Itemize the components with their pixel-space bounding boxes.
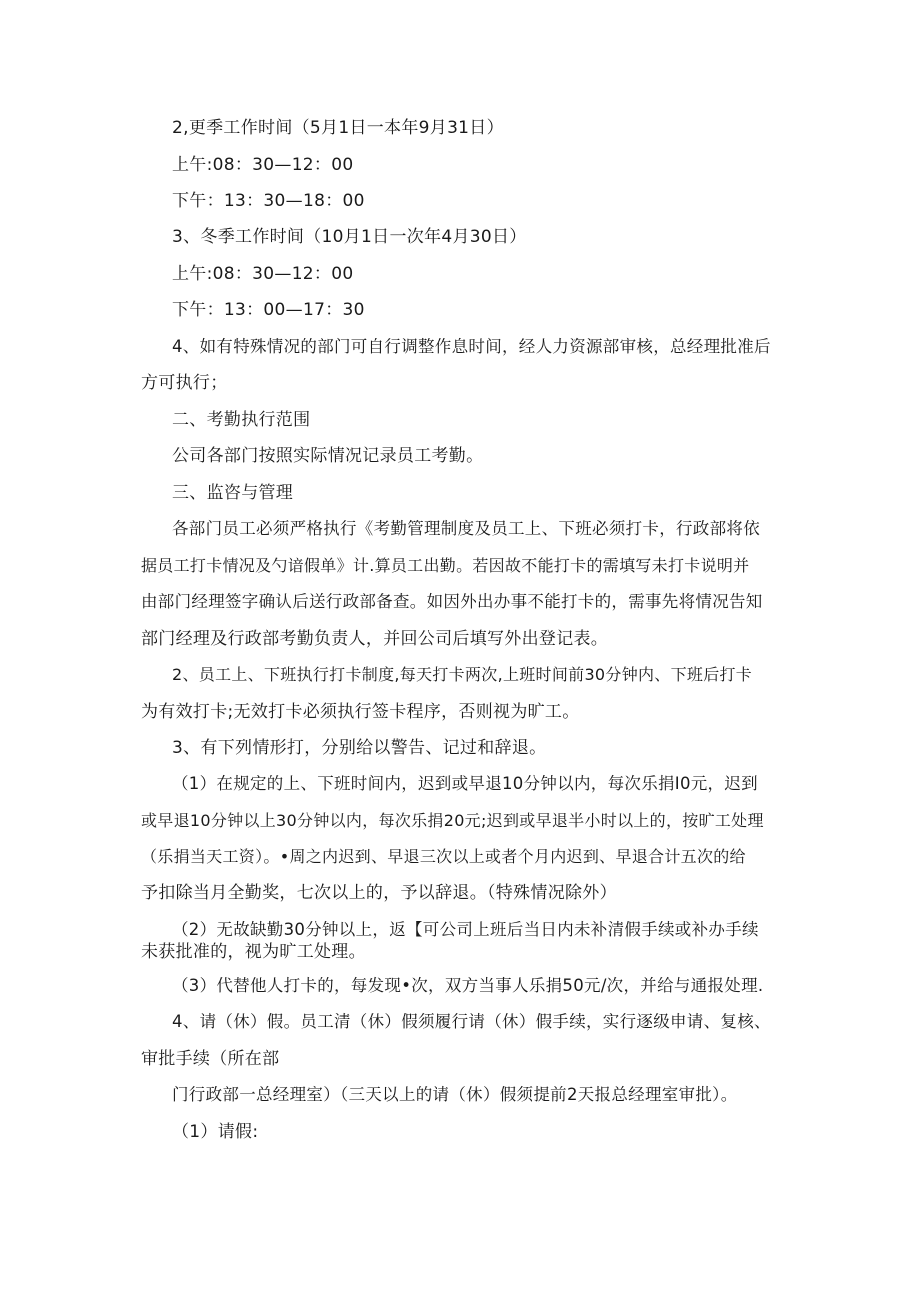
text-line: 由部门经理签字确认后送行政部备查。如因外出办事不能打卡的，需事先将情况告知 [141,592,763,611]
section-heading: 二、考勤执行范围 [172,410,311,430]
text-line: 3、冬季工作时间（10月1日一次年4月30日） [172,227,527,247]
text-line: （乐捐当天工资）。•周之内迟到、早退三次以上或者个月内迟到、早退合计五次的给 [141,847,746,866]
text-line: 2,更季工作时间（5月1日一本年9月31日） [172,118,504,138]
text-line: 上午:08：30—12：00 [172,264,354,284]
text-line: 4、如有特殊情况的部门可自行调整作息时间，经人力资源部审核，总经理批准后 [172,337,771,356]
text-line: 未获批准的，视为旷工处理。 [141,942,366,962]
text-line: 各部门员工必须严格执行《考勤管理制度及员工上、下班必须打卡，行政部将依 [172,519,760,538]
text-line: 审批手续（所在部 [141,1049,280,1069]
text-line: 2、员工上、下班执行打卡制度,每天打卡两次,上班时间前30分钟内、下班后打卡 [172,665,753,684]
text-line: （1）请假: [172,1122,259,1142]
text-line: 3、有下列情形打，分别给以警告、记过和辞退。 [172,738,547,758]
text-line: 或早退10分钟以上30分钟以内，每次乐捐20元;迟到或早退半小时以上的，按旷工处理 [141,811,764,830]
text-line: 下午：13：30—18：00 [172,191,365,211]
text-line: 下午：13：00—17：30 [172,300,365,320]
text-line: （3）代替他人打卡的，每发现•次，双方当事人乐捐50元/次，并给与通报处理. [172,976,764,995]
section-heading: 三、监咨与管理 [172,483,294,503]
text-line: 方可执行； [141,373,228,393]
text-line: 公司各部门按照实际情况记录员工考勤。 [172,446,484,466]
text-line: 4、请（休）假。员工清（休）假须履行请（休）假手续，实行逐级申请、复核、 [172,1012,771,1031]
text-line: 上午:08：30—12：00 [172,155,354,175]
text-line: 据员工打卡情况及勺谙假单》计.算员工出勤。若因故不能打卡的需填写未打卡说明并 [141,556,750,575]
text-line: （2）无故缺勤30分钟以上，返【可公司上班后当日内未补清假手续或补办手续 [172,920,759,939]
text-line: 部门经理及行政部考勤负责人，并回公司后填写外出登记表。 [141,629,609,649]
text-line: （1）在规定的上、下班时间内，迟到或早退10分钟以内，每次乐捐I0元，迟到 [172,774,758,793]
text-line: 门行政部一总经理室）（三天以上的请（休）假须提前2天报总经理室审批）。 [172,1085,738,1104]
text-line: 为有效打卡;无效打卡必须执行签卡程序，否则视为旷工。 [141,702,580,722]
text-line: 予扣除当月全勤奖，七次以上的，予以辞退。（特殊情况除外） [141,883,617,903]
